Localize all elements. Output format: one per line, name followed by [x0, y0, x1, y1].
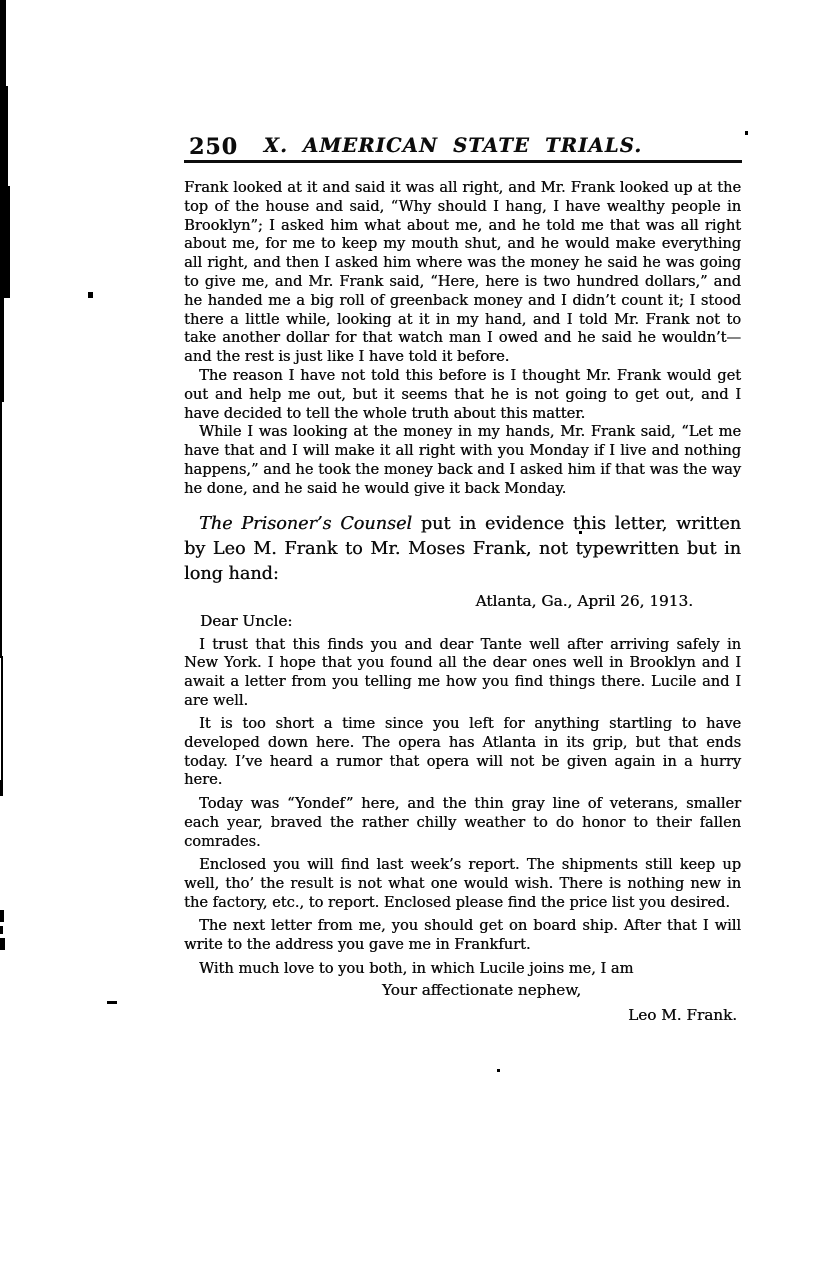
letter-signature: Leo M. Frank. [628, 1005, 737, 1024]
running-title: X. AMERICAN STATE TRIALS. [263, 134, 643, 157]
scan-artifact [1, 656, 3, 782]
letter-paragraph: The next letter from me, you should get on board ship. After that I will write to the address you gave me in Frankfurt. [184, 917, 741, 954]
scan-artifact [0, 296, 4, 402]
header-rule [184, 160, 742, 163]
page-content [184, 179, 741, 1025]
testimony-paragraph: While I was looking at the money in my hands, Mr. Frank said, “Let me have that and I will make it all right with you Monday if I live and nothing happens,” and he took the money back and I asked him if that was the way he done, and he said he would give it back Monday. [184, 423, 741, 497]
scan-artifact [497, 1069, 500, 1072]
scan-artifact [0, 938, 5, 950]
scan-artifact [107, 1001, 117, 1004]
letter-paragraph: With much love to you both, in which Lucile joins me, I am [199, 959, 634, 977]
scan-artifact [88, 292, 93, 298]
testimony-paragraph: The reason I have not told this before is I thought Mr. Frank would get out and help me out, but it seems that he is not going to get out, and I have decided to tell the whole truth about this matter. [184, 366, 741, 422]
page-number: 250 [189, 134, 238, 160]
counsel-intro-text: put in evidence this letter, written by Leo M. Frank to Mr. Moses Frank, not typewritten but in long hand: [184, 513, 742, 584]
letter-dateline: Atlanta, Ga., April 26, 1913. [475, 591, 693, 610]
scan-artifact [0, 86, 8, 186]
testimony-paragraph: Frank looked at it and said it was all right, and Mr. Frank looked up at the top of the house and said, “Why should I hang, I have wealthy people in Brooklyn”; I asked him what about me, and he told me that was all right about me, for me to keep my mouth shut, and he would make everything all right, and then I asked him where was the money he said he was going to give me, and Mr. Frank said, “Here, here is two hundred dollars,” and he handed me a big roll of greenback money and I didn’t count it; I stood there a little while, looking at it in my hand, and I told Mr. Frank not to take another dollar for that watch man I owed and he said he wouldn’t—and the rest is just like I have told it before. [184, 179, 741, 366]
letter-paragraph: Today was “Yondef” here, and the thin gray line of veterans, smaller each year, braved the rather chilly weather to do honor to their fallen comrades. [184, 795, 741, 850]
scan-artifact [0, 780, 3, 796]
letter-paragraph: I trust that this finds you and dear Tante well after arriving safely in New York. I hope that you found all the dear ones well in Brooklyn and I await a letter from you telling me how you find things there. Lucile and I are well. [184, 635, 741, 709]
letter-salutation: Dear Uncle: [200, 611, 293, 630]
counsel-intro-speaker: The Prisoner’s Counsel [199, 513, 413, 534]
page-header [184, 132, 742, 158]
letter-closing: Your affectionate nephew, [381, 980, 582, 999]
scan-artifact [0, 926, 3, 934]
letter-paragraph: Enclosed you will find last week’s report. The shipments still keep up well, tho’ the result is not what one would wish. There is nothing new in the factory, etc., to report. Enclosed please find the price list you desired. [184, 856, 741, 911]
scan-artifact [745, 131, 748, 135]
letter-paragraph: It is too short a time since you left for anything startling to have developed down here. The opera has Atlanta in its grip, but that ends today. I’ve heard a rumor that opera will not be given again in a hurry here. [184, 715, 741, 789]
scan-artifact [0, 910, 4, 922]
scan-artifact [0, 400, 2, 658]
counsel-intro [184, 512, 741, 587]
scan-artifact [0, 186, 10, 298]
